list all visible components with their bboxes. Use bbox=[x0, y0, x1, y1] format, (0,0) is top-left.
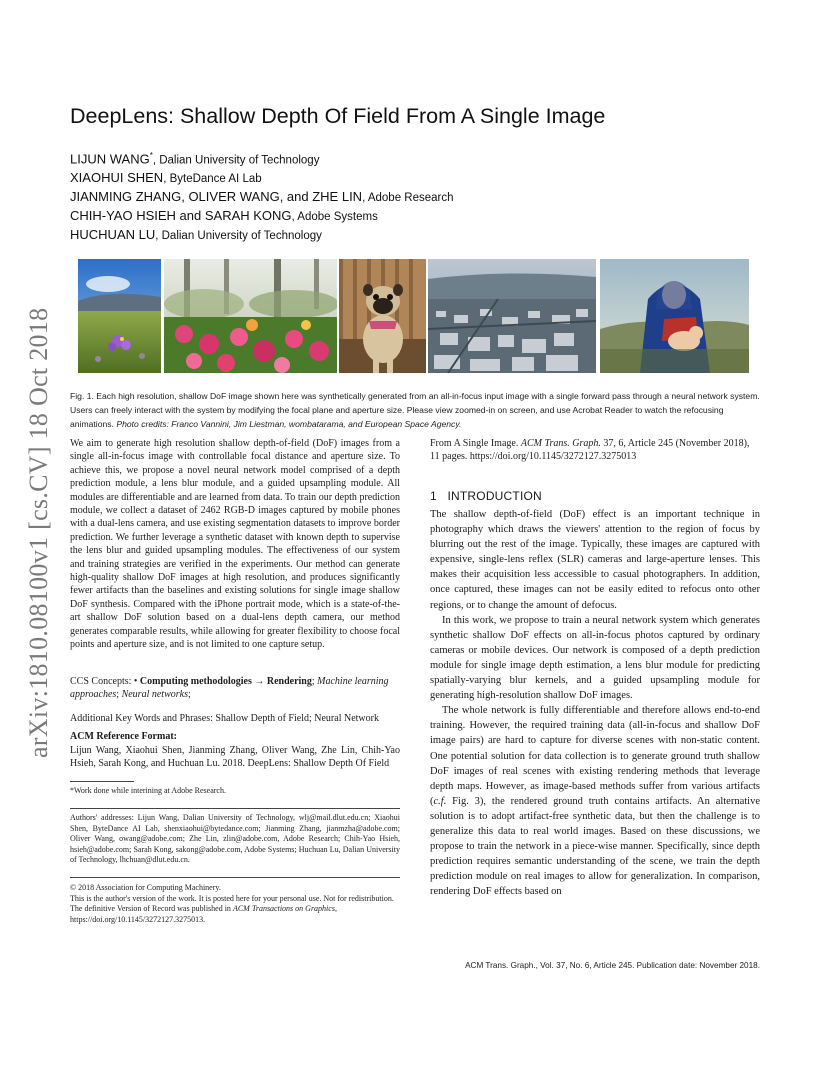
author-names: HUCHUAN LU bbox=[70, 227, 156, 242]
author-line-2 bbox=[70, 170, 262, 185]
footnote: *Work done while interining at Adobe Research. bbox=[70, 786, 226, 795]
copyright-line: © 2018 Association for Computing Machinery. bbox=[70, 883, 221, 892]
author-affiliation: , Adobe Research bbox=[362, 192, 454, 204]
intro-p3-text-cont: Fig. 3), the rendered ground truth contains artifacts. An alternative solution is to adopt artifact-free synthetic data, but then the challenge is to generalize this data to real world images. Based on these discussions, we propose to train the network in a piece-wise manner. Specifically, since depth prediction requires semantic understanding of the scene, we train the depth prediction module on real images to allow for generalization. In comparison, rendering DoF effects based on bbox=[430, 795, 760, 898]
author-line-1 bbox=[70, 151, 319, 166]
figure-photo-pug bbox=[339, 259, 426, 373]
keywords: Additional Key Words and Phrases: Shallow Depth of Field; Neural Network bbox=[70, 713, 379, 724]
figure-photo-aerial-city bbox=[428, 259, 596, 373]
author-names: LIJUN WANG bbox=[70, 151, 150, 167]
ref-cont-journal: ACM Trans. Graph. bbox=[520, 438, 601, 449]
ccs-sep: ; bbox=[116, 689, 122, 701]
acm-reference-text: Lijun Wang, Xiaohui Shen, Jianming Zhang, Oliver Wang, Zhe Lin, Chih-Yao Hsieh, Sarah Kong, and Huchuan Lu. 2018. DeepLens: Shallow Depth Of Field bbox=[70, 745, 400, 770]
intro-p3-cf: c.f. bbox=[433, 795, 447, 807]
ccs-end: ; bbox=[187, 689, 191, 701]
author-addresses: Authors' addresses: Lijun Wang, Dalian University of Technology, wlj@mail.dlut.edu.cn; Xiaohui Shen, ByteDance AI Lab, shenxiaohui@bytedance.com; Jianming Zhang, jianmzha@adobe.com; Oliver Wang, owang@adobe.com; Zhe Lin, zlin@adobe.com, Adobe Research; Chih-Yao Hsieh, hsieh@adobe.com; Sarah Kong, sakong@adobe.com, Adobe Systems; Huchuan Lu, Dalian University of Technology, lhchuan@dlut.edu.cn. bbox=[70, 813, 400, 865]
copyright-statement bbox=[70, 894, 400, 926]
figure-photo-madonna-painting bbox=[600, 259, 749, 373]
intro-paragraph-2: In this work, we propose to train a neural network system which generates synthetic shallow DoF effects on all-in-focus photos captured by ordinary cameras or mobile devices. Our network is composed of a depth prediction module for single image depth estimation, a lens blur module for predicting spatially-varying blur kernels, and a guided upsampling module for generating high-resolution shallow DoF images. bbox=[430, 614, 760, 702]
ccs-prefix: CCS Concepts: • bbox=[70, 676, 140, 687]
copyright-text: This is the author's version of the work. It is posted here for your personal use. Not for redistribution. The definitive Version of Record was published in bbox=[70, 893, 394, 914]
author-line-4 bbox=[70, 208, 378, 223]
figure-photo-credits: Photo credits: Franco Vannini, Jim Liestman, wombatarama, and European Space Agency. bbox=[116, 419, 462, 429]
addresses-rule bbox=[70, 808, 400, 809]
ccs-secondary: Machine learning approaches bbox=[70, 676, 389, 701]
copyright-journal: ACM Transactions on Graphics bbox=[232, 904, 335, 914]
footnote-rule bbox=[70, 781, 134, 782]
copyright-rule bbox=[70, 877, 400, 878]
author-affiliation: , ByteDance AI Lab bbox=[163, 173, 262, 185]
page-footer: ACM Trans. Graph., Vol. 37, No. 6, Article 245. Publication date: November 2018. bbox=[465, 961, 760, 970]
copyright-doi: , https://doi.org/10.1145/3272127.3275013. bbox=[70, 904, 337, 924]
ccs-primary: Computing methodologies → Rendering bbox=[139, 676, 312, 687]
section-heading bbox=[430, 489, 542, 503]
ccs-tertiary: Neural networks bbox=[121, 689, 188, 701]
figure-photo-crocus-field bbox=[78, 259, 161, 373]
author-names: XIAOHUI SHEN bbox=[70, 170, 164, 185]
acm-reference-continued bbox=[430, 437, 760, 464]
section-title: INTRODUCTION bbox=[447, 489, 542, 503]
ccs-concepts bbox=[70, 675, 400, 702]
intro-paragraph-3 bbox=[430, 703, 760, 899]
arxiv-stamp: arXiv:1810.08100v1 [cs.CV] 18 Oct 2018 bbox=[24, 307, 53, 758]
ref-cont-rest: 37, 6, Article 245 (November 2018), 11 pages. https://doi.org/10.1145/3272127.3275013 bbox=[430, 438, 750, 463]
ccs-sep: ; bbox=[311, 676, 318, 687]
ref-cont-text: From A Single Image. bbox=[430, 438, 521, 449]
author-mark: * bbox=[149, 151, 153, 160]
author-line-5 bbox=[70, 227, 322, 242]
author-affiliation: , Dalian University of Technology bbox=[152, 154, 320, 167]
introduction-body bbox=[430, 507, 760, 899]
section-number: 1 bbox=[430, 489, 437, 503]
figure-caption bbox=[70, 389, 760, 431]
author-affiliation: , Dalian University of Technology bbox=[155, 230, 322, 242]
intro-p3-text: The whole network is fully differentiable and therefore allows end-to-end training. However, the required training data (all-in-focus and shallow DoF image pairs) are hard to capture for diverse scenes with non-static content. One potential solution for data collection is to generate ground truth shallow DoF images of real scenes with existing rendering methods that leverage depth maps. However, as image-based methods suffer from various artifacts ( bbox=[430, 705, 760, 807]
intro-paragraph-1: The shallow depth-of-field (DoF) effect is an important technique in photography which draws the viewers' attention to the region of focus by blurring out the rest of the image. Typically, these images are captured with expensive, single-lens reflex (SLR) cameras and large-aperture lenses. This makes their acquisition less accessible to casual photographers. In addition, once captured, these images can not be easily edited to refocus onto other regions, or to change the amount of defocus. bbox=[430, 509, 760, 611]
figure-photo-garden bbox=[164, 259, 337, 373]
acm-reference-heading: ACM Reference Format: bbox=[70, 731, 177, 742]
author-names: CHIH-YAO HSIEH and SARAH KONG bbox=[70, 208, 292, 223]
author-affiliation: , Adobe Systems bbox=[291, 211, 378, 223]
paper-title: DeepLens: Shallow Depth Of Field From A Single Image bbox=[70, 104, 606, 128]
abstract: We aim to generate high resolution shallow depth-of-field (DoF) images from a single all-in-focus image with controllable focal distance and aperture size. To achieve this, we propose a novel neural network model comprised of a depth prediction module, a lens blur module, and a guided upsampling module. All modules are differentiable and are learned from data. To train our depth prediction module, we collect a dataset of 2462 RGB-D images captured by mobile phones with a dual-lens camera, and use existing segmentation datasets to improve border prediction. We further leverage a synthetic dataset with known depth to supervise the lens blur and guided upsampling modules. The effectiveness of our system and training strategies are verified in the experiments. Our method can generate high-quality shallow DoF images at high resolution, and produces significantly fewer artifacts than the baselines and existing solutions for single image shallow DoF synthesis. Compared with the iPhone portrait mode, which is a state-of-the-art shallow DoF solution based on a dual-lens depth camera, our method generates comparable results, while allowing for greater flexibility to choose focal points and aperture size, and is not limited to one capture setup. bbox=[70, 438, 400, 651]
figure-caption-text: Fig. 1. Each high resolution, shallow DoF image shown here was synthetically generated from an all-in-focus input image with a single forward pass through a neural network system. Users can freely interact with the system by modifying the focal plane and aperture size. Please view zoomed-in on screen, and use Acrobat Reader to watch the refocusing animations. bbox=[70, 391, 760, 429]
author-names: JIANMING ZHANG, OLIVER WANG, and ZHE LIN bbox=[70, 189, 363, 204]
author-line-3 bbox=[70, 189, 454, 204]
copyright-notice bbox=[70, 883, 400, 925]
